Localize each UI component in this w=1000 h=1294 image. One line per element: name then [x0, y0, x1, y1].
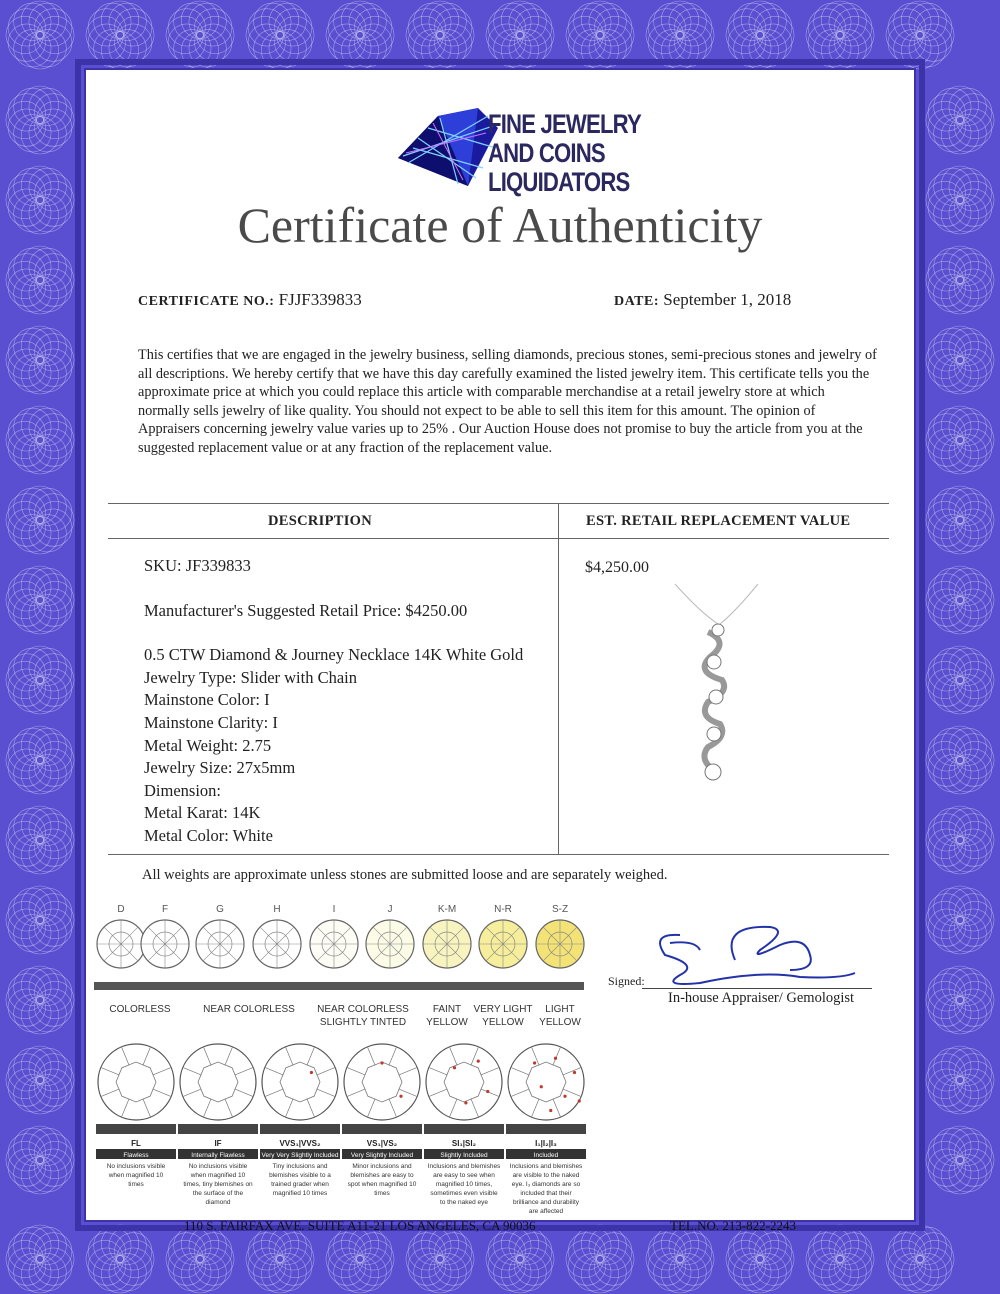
color-group-label: YELLOW — [539, 1017, 581, 1028]
cert-number-value: FJJF339833 — [278, 290, 362, 309]
signature-line — [642, 988, 872, 989]
appraiser-title: In-house Appraiser/ Gemologist — [668, 990, 855, 1006]
clarity-description: No inclusions visible — [106, 1163, 166, 1170]
color-letter: H — [273, 904, 281, 915]
clarity-diamond-icon — [262, 1044, 338, 1120]
item-detail: Jewelry Type: Slider with Chain — [144, 667, 358, 687]
clarity-description: the surface of the — [192, 1190, 244, 1197]
clarity-description: brilliance and durability — [512, 1199, 580, 1206]
clarity-diamond-icon — [508, 1044, 584, 1120]
clarity-description: included that their — [520, 1190, 572, 1197]
table-header-rule — [108, 538, 889, 539]
color-letter: F — [161, 904, 169, 915]
company-logo-text — [488, 110, 641, 197]
cert-number-label: CERTIFICATE NO.: — [138, 294, 275, 309]
clarity-description: blemishes visible to a — [269, 1172, 331, 1179]
item-detail: Mainstone Clarity: I — [144, 712, 278, 732]
item-detail: 0.5 CTW Diamond & Journey Necklace 14K White Gold — [144, 645, 524, 665]
color-letter: G — [216, 904, 224, 915]
necklace-image — [670, 582, 760, 792]
weights-note: All weights are approximate unless stones are submitted loose and are separately weighed. — [142, 867, 668, 883]
footer-phone: TEL.NO. 213-822-2243 — [670, 1218, 797, 1233]
clarity-description: times — [128, 1181, 144, 1188]
color-letter: N-R — [494, 904, 512, 915]
item-detail: Dimension: — [144, 780, 221, 800]
certificate-title: Certificate of Authenticity — [237, 197, 763, 253]
clarity-description: trained grader when — [271, 1181, 329, 1188]
color-letter: S-Z — [551, 904, 569, 915]
clarity-code: SI₁|SI₂ — [451, 1139, 477, 1148]
clarity-code: FL — [131, 1139, 141, 1148]
clarity-description: to the naked eye — [439, 1199, 489, 1206]
signed-label: Signed: — [608, 974, 645, 988]
item-detail: Mainstone Color: I — [144, 690, 270, 710]
color-letter: J — [387, 904, 393, 915]
clarity-description: Minor inclusions and — [352, 1163, 412, 1170]
clarity-grade-scale — [94, 1036, 594, 1216]
clarity-name: Internally Flawless — [191, 1152, 245, 1159]
color-group-label: VERY LIGHT — [473, 1004, 533, 1015]
color-group-label: COLORLESS — [109, 1004, 171, 1015]
clarity-name: Included — [533, 1152, 559, 1159]
logo-line-1: FINE JEWELRY — [488, 109, 641, 139]
clarity-description: magnified 10 times — [272, 1190, 328, 1197]
clarity-code: VS₁|VS₂ — [366, 1139, 398, 1148]
clarity-name: Flawless — [123, 1152, 149, 1159]
color-group-label: NEAR COLORLESS — [203, 1004, 295, 1015]
color-letter: I — [332, 904, 336, 915]
clarity-description: times — [374, 1190, 390, 1197]
clarity-description: Tiny inclusions and — [272, 1163, 328, 1170]
footer-address: 110 S. FAIRFAX AVE. SUITE A11-21 LOS ANGELES, CA 90036 — [184, 1218, 536, 1233]
color-group-label: SLIGHTLY TINTED — [319, 1017, 407, 1028]
clarity-diamond-icon — [344, 1044, 420, 1120]
color-group-label: FAINT — [432, 1004, 462, 1015]
clarity-description: eye. I₃ diamonds are so — [511, 1181, 581, 1188]
color-grade-scale — [94, 898, 594, 1038]
clarity-description: Inclusions and blemishes — [427, 1163, 501, 1170]
color-group-label: NEAR COLORLESS — [317, 1004, 409, 1015]
value-header: EST. RETAIL REPLACEMENT VALUE — [586, 513, 851, 529]
clarity-description: diamond — [205, 1199, 231, 1206]
color-letter: D — [117, 904, 125, 915]
color-group-label: LIGHT — [545, 1004, 575, 1015]
date-label: DATE: — [614, 294, 660, 309]
item-detail: Metal Weight: 2.75 — [144, 735, 272, 755]
item-detail: Metal Color: White — [144, 825, 273, 845]
item-description — [144, 555, 523, 848]
clarity-description: magnified 10 times, — [435, 1181, 493, 1188]
logo-line-3: LIQUIDATORS — [488, 167, 630, 197]
clarity-diamond-icon — [426, 1044, 502, 1120]
clarity-name: Very Slightly Included — [350, 1152, 414, 1159]
clarity-diamond-icon — [98, 1044, 174, 1120]
color-letter: K-M — [437, 904, 457, 915]
clarity-description: spot when magnified 10 — [347, 1181, 417, 1188]
msrp: Manufacturer's Suggested Retail Price: $4250.00 — [144, 600, 468, 620]
clarity-code: I₁|I₂|I₃ — [535, 1139, 557, 1148]
clarity-name: Very Very Slightly Included — [261, 1152, 339, 1159]
table-divider — [558, 504, 559, 854]
description-header: DESCRIPTION — [268, 513, 373, 529]
date-value: September 1, 2018 — [663, 290, 792, 309]
logo-line-2: AND COINS — [488, 138, 605, 168]
clarity-description: are easy to see when — [433, 1172, 495, 1179]
clarity-description: when magnified 10 — [108, 1172, 164, 1179]
clarity-description: times, tiny blemishes on — [183, 1181, 253, 1188]
clarity-code: IF — [214, 1139, 222, 1148]
certification-statement: This certifies that we are engaged in the jewelry business, selling diamonds, precious stones, semi-precious stones and jewelry of all descriptions. We hereby certify that we have this day carefully examined the listed jewelry item. This certificate tells you the approximate price at which you could replace this article with comparable merchandise at a retail jewelry store at which normally sells jewelry of like quality. You should not expect to be able to sell this item for this amount. The opinion of Appraisers concerning jewelry value varies up to 25% . Our Auction House does not promise to buy the article from you at the suggested replacement value or at any fraction of the replacement value. — [138, 347, 877, 456]
replacement-value: $4,250.00 — [585, 559, 649, 576]
item-detail: Jewelry Size: 27x5mm — [144, 758, 296, 778]
sku: SKU: JF339833 — [144, 556, 251, 575]
signature-icon — [640, 915, 870, 995]
color-group-label: YELLOW — [426, 1017, 468, 1028]
clarity-diamond-icon — [180, 1044, 256, 1120]
color-group-label: YELLOW — [482, 1017, 524, 1028]
certificate-number — [138, 290, 362, 310]
certificate-date — [614, 290, 791, 310]
clarity-description: No inclusions visible — [188, 1163, 248, 1170]
clarity-description: Inclusions and blemishes — [509, 1163, 583, 1170]
clarity-description: are affected — [528, 1208, 564, 1215]
clarity-code: VVS₁|VVS₂ — [279, 1139, 321, 1148]
clarity-name: Slightly Included — [440, 1152, 488, 1159]
clarity-description: are visible to the naked — [512, 1172, 580, 1179]
clarity-description: blemishes are easy to — [350, 1172, 414, 1179]
clarity-description: when magnified 10 — [190, 1172, 246, 1179]
clarity-description: sometimes even visible — [430, 1190, 498, 1197]
item-detail: Metal Karat: 14K — [144, 803, 261, 823]
